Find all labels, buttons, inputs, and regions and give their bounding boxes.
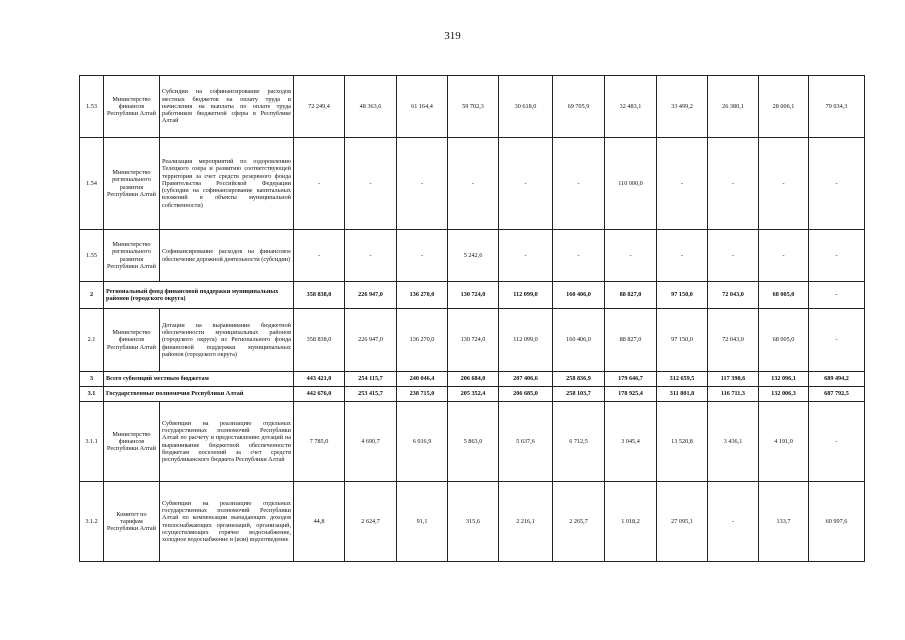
value-cell: 68 005,0 (759, 309, 809, 372)
table-row-summary (80, 282, 865, 309)
value-cell: 136 270,0 (397, 309, 448, 372)
value-cell: 311 801,8 (657, 387, 708, 402)
value-cell: 32 483,1 (605, 76, 657, 138)
value-cell: 79 034,3 (809, 76, 865, 138)
value-cell: 59 702,3 (448, 76, 499, 138)
table-row-summary (80, 387, 865, 402)
value-cell: 687 792,5 (809, 387, 865, 402)
value-cell: - (553, 138, 605, 230)
row-label: Всего субвенций местным бюджетам (104, 372, 294, 387)
value-cell: 13 520,8 (657, 402, 708, 482)
value-cell: 116 711,3 (708, 387, 759, 402)
value-cell: 312 659,5 (657, 372, 708, 387)
value-cell: - (397, 138, 448, 230)
value-cell: 226 947,0 (345, 309, 397, 372)
row-org: Министерство регионального развития Республики Алтай (104, 138, 160, 230)
value-cell: 130 724,0 (448, 309, 499, 372)
value-cell: 238 715,0 (397, 387, 448, 402)
value-cell: 442 676,0 (294, 387, 345, 402)
row-description: Субвенции на реализацию отдельных государственных полномочий Республики Алтай по компенсации выпадающих доходов теплоснабжающих организаций, организаций, осуществляющих горячее водоснабжение, холодное водоснабжение и (или) водоотведение (160, 482, 294, 562)
value-cell: - (708, 482, 759, 562)
value-cell: - (809, 230, 865, 282)
value-cell: 30 618,0 (499, 76, 553, 138)
value-cell: 4 690,7 (345, 402, 397, 482)
budget-table (79, 75, 865, 562)
value-cell: - (345, 230, 397, 282)
value-cell: 4 191,0 (759, 402, 809, 482)
value-cell: - (657, 230, 708, 282)
table-row (80, 482, 865, 562)
value-cell: 133,7 (759, 482, 809, 562)
value-cell: 358 838,0 (294, 282, 345, 309)
value-cell: 72 249,4 (294, 76, 345, 138)
row-description: Дотации на выравнивание бюджетной обеспеченности муниципальных районов (городского округа) из Регионального фонда финансовой поддержки муниципальных районов (городского округа) (160, 309, 294, 372)
row-description: Софинансирование расходов на финансовое обеспечение дорожной деятельности (субсидии) (160, 230, 294, 282)
row-code: 3.1.2 (80, 482, 104, 562)
value-cell: 178 925,4 (605, 387, 657, 402)
value-cell: - (809, 282, 865, 309)
value-cell: 6 016,9 (397, 402, 448, 482)
value-cell: 132 006,3 (759, 387, 809, 402)
table-row-summary (80, 372, 865, 387)
value-cell: - (553, 230, 605, 282)
value-cell: 112 099,0 (499, 309, 553, 372)
row-org: Министерство регионального развития Республики Алтай (104, 230, 160, 282)
value-cell: 226 947,0 (345, 282, 397, 309)
value-cell: 2 265,7 (553, 482, 605, 562)
table-row (80, 230, 865, 282)
row-code: 2.1 (80, 309, 104, 372)
value-cell: 88 827,0 (605, 309, 657, 372)
value-cell: - (759, 230, 809, 282)
value-cell: 689 494,2 (809, 372, 865, 387)
value-cell: 2 216,1 (499, 482, 553, 562)
value-cell: 97 150,0 (657, 309, 708, 372)
value-cell: 91,1 (397, 482, 448, 562)
value-cell: - (708, 138, 759, 230)
value-cell: - (759, 138, 809, 230)
value-cell: - (397, 230, 448, 282)
value-cell: - (605, 230, 657, 282)
value-cell: 26 380,1 (708, 76, 759, 138)
table-row (80, 138, 865, 230)
value-cell: 110 000,0 (605, 138, 657, 230)
value-cell: 60 997,6 (809, 482, 865, 562)
row-description: Субвенции на реализацию отдельных государственных полномочий Республики Алтай по расчету и предоставлению дотаций на выравнивание бюджетной обеспеченности бюджетам поселений за счет средств республиканского бюджета Республики Алтай (160, 402, 294, 482)
row-code: 1.53 (80, 76, 104, 138)
value-cell: 2 624,7 (345, 482, 397, 562)
table-row (80, 76, 865, 138)
row-org: Комитет по тарифам Республики Алтай (104, 482, 160, 562)
value-cell: 5 242,6 (448, 230, 499, 282)
row-org: Министерство финансов Республики Алтай (104, 76, 160, 138)
value-cell: 258 103,7 (553, 387, 605, 402)
row-label: Региональный фонд финансовой поддержки муниципальных районов (городского округа) (104, 282, 294, 309)
value-cell: 7 785,0 (294, 402, 345, 482)
value-cell: 3 045,4 (605, 402, 657, 482)
value-cell: - (448, 138, 499, 230)
row-code: 3.1.1 (80, 402, 104, 482)
row-label: Государственные полномочия Республики Алтай (104, 387, 294, 402)
value-cell: 72 043,0 (708, 309, 759, 372)
value-cell: 206 685,0 (499, 387, 553, 402)
value-cell: - (499, 138, 553, 230)
value-cell: 48 363,6 (345, 76, 397, 138)
value-cell: 112 099,0 (499, 282, 553, 309)
value-cell: 358 838,0 (294, 309, 345, 372)
value-cell: - (657, 138, 708, 230)
value-cell: 61 164,4 (397, 76, 448, 138)
value-cell: 68 005,0 (759, 282, 809, 309)
value-cell: 27 095,1 (657, 482, 708, 562)
value-cell: 160 406,0 (553, 282, 605, 309)
value-cell: 3 436,1 (708, 402, 759, 482)
value-cell: - (294, 230, 345, 282)
value-cell: - (294, 138, 345, 230)
row-description: Реализация мероприятий по оздоровлению Телецкого озера и развитию соответствующей территории за счет средств резервного фонда Правительства Российской Федерации (субсидии на софинансирование капитальных вложений в объекты муниципальной собственности) (160, 138, 294, 230)
value-cell: 258 836,9 (553, 372, 605, 387)
value-cell: 240 046,4 (397, 372, 448, 387)
row-code: 1.55 (80, 230, 104, 282)
table-row (80, 309, 865, 372)
value-cell: 315,6 (448, 482, 499, 562)
value-cell: 132 096,1 (759, 372, 809, 387)
value-cell: 160 406,0 (553, 309, 605, 372)
value-cell: - (809, 309, 865, 372)
value-cell: 1 018,2 (605, 482, 657, 562)
value-cell: 254 115,7 (345, 372, 397, 387)
value-cell: 69 705,9 (553, 76, 605, 138)
value-cell: - (499, 230, 553, 282)
row-code: 1.54 (80, 138, 104, 230)
value-cell: 72 043,0 (708, 282, 759, 309)
page-number: 319 (444, 30, 461, 42)
row-code: 2 (80, 282, 104, 309)
value-cell: 88 827,0 (605, 282, 657, 309)
value-cell: 33 499,2 (657, 76, 708, 138)
value-cell: 97 150,0 (657, 282, 708, 309)
table-row (80, 402, 865, 482)
value-cell: - (708, 230, 759, 282)
value-cell: 207 406,6 (499, 372, 553, 387)
row-org: Министерство финансов Республики Алтай (104, 402, 160, 482)
value-cell: 117 398,6 (708, 372, 759, 387)
value-cell: 443 421,0 (294, 372, 345, 387)
value-cell: 44,8 (294, 482, 345, 562)
row-description: Субсидии на софинансирование расходов местных бюджетов на оплату труда и начисления на выплаты по оплате труда работников бюджетной сферы в Республике Алтай (160, 76, 294, 138)
value-cell: 5 637,6 (499, 402, 553, 482)
value-cell: 130 724,0 (448, 282, 499, 309)
value-cell: - (345, 138, 397, 230)
value-cell: 136 270,0 (397, 282, 448, 309)
row-code: 3.1 (80, 387, 104, 402)
value-cell: 253 415,7 (345, 387, 397, 402)
value-cell: 206 684,0 (448, 372, 499, 387)
value-cell: 28 006,1 (759, 76, 809, 138)
row-code: 3 (80, 372, 104, 387)
row-org: Министерство финансов Республики Алтай (104, 309, 160, 372)
value-cell: 205 352,4 (448, 387, 499, 402)
value-cell: 5 863,0 (448, 402, 499, 482)
value-cell: 6 712,5 (553, 402, 605, 482)
value-cell: - (809, 138, 865, 230)
value-cell: 179 646,7 (605, 372, 657, 387)
value-cell: - (809, 402, 865, 482)
